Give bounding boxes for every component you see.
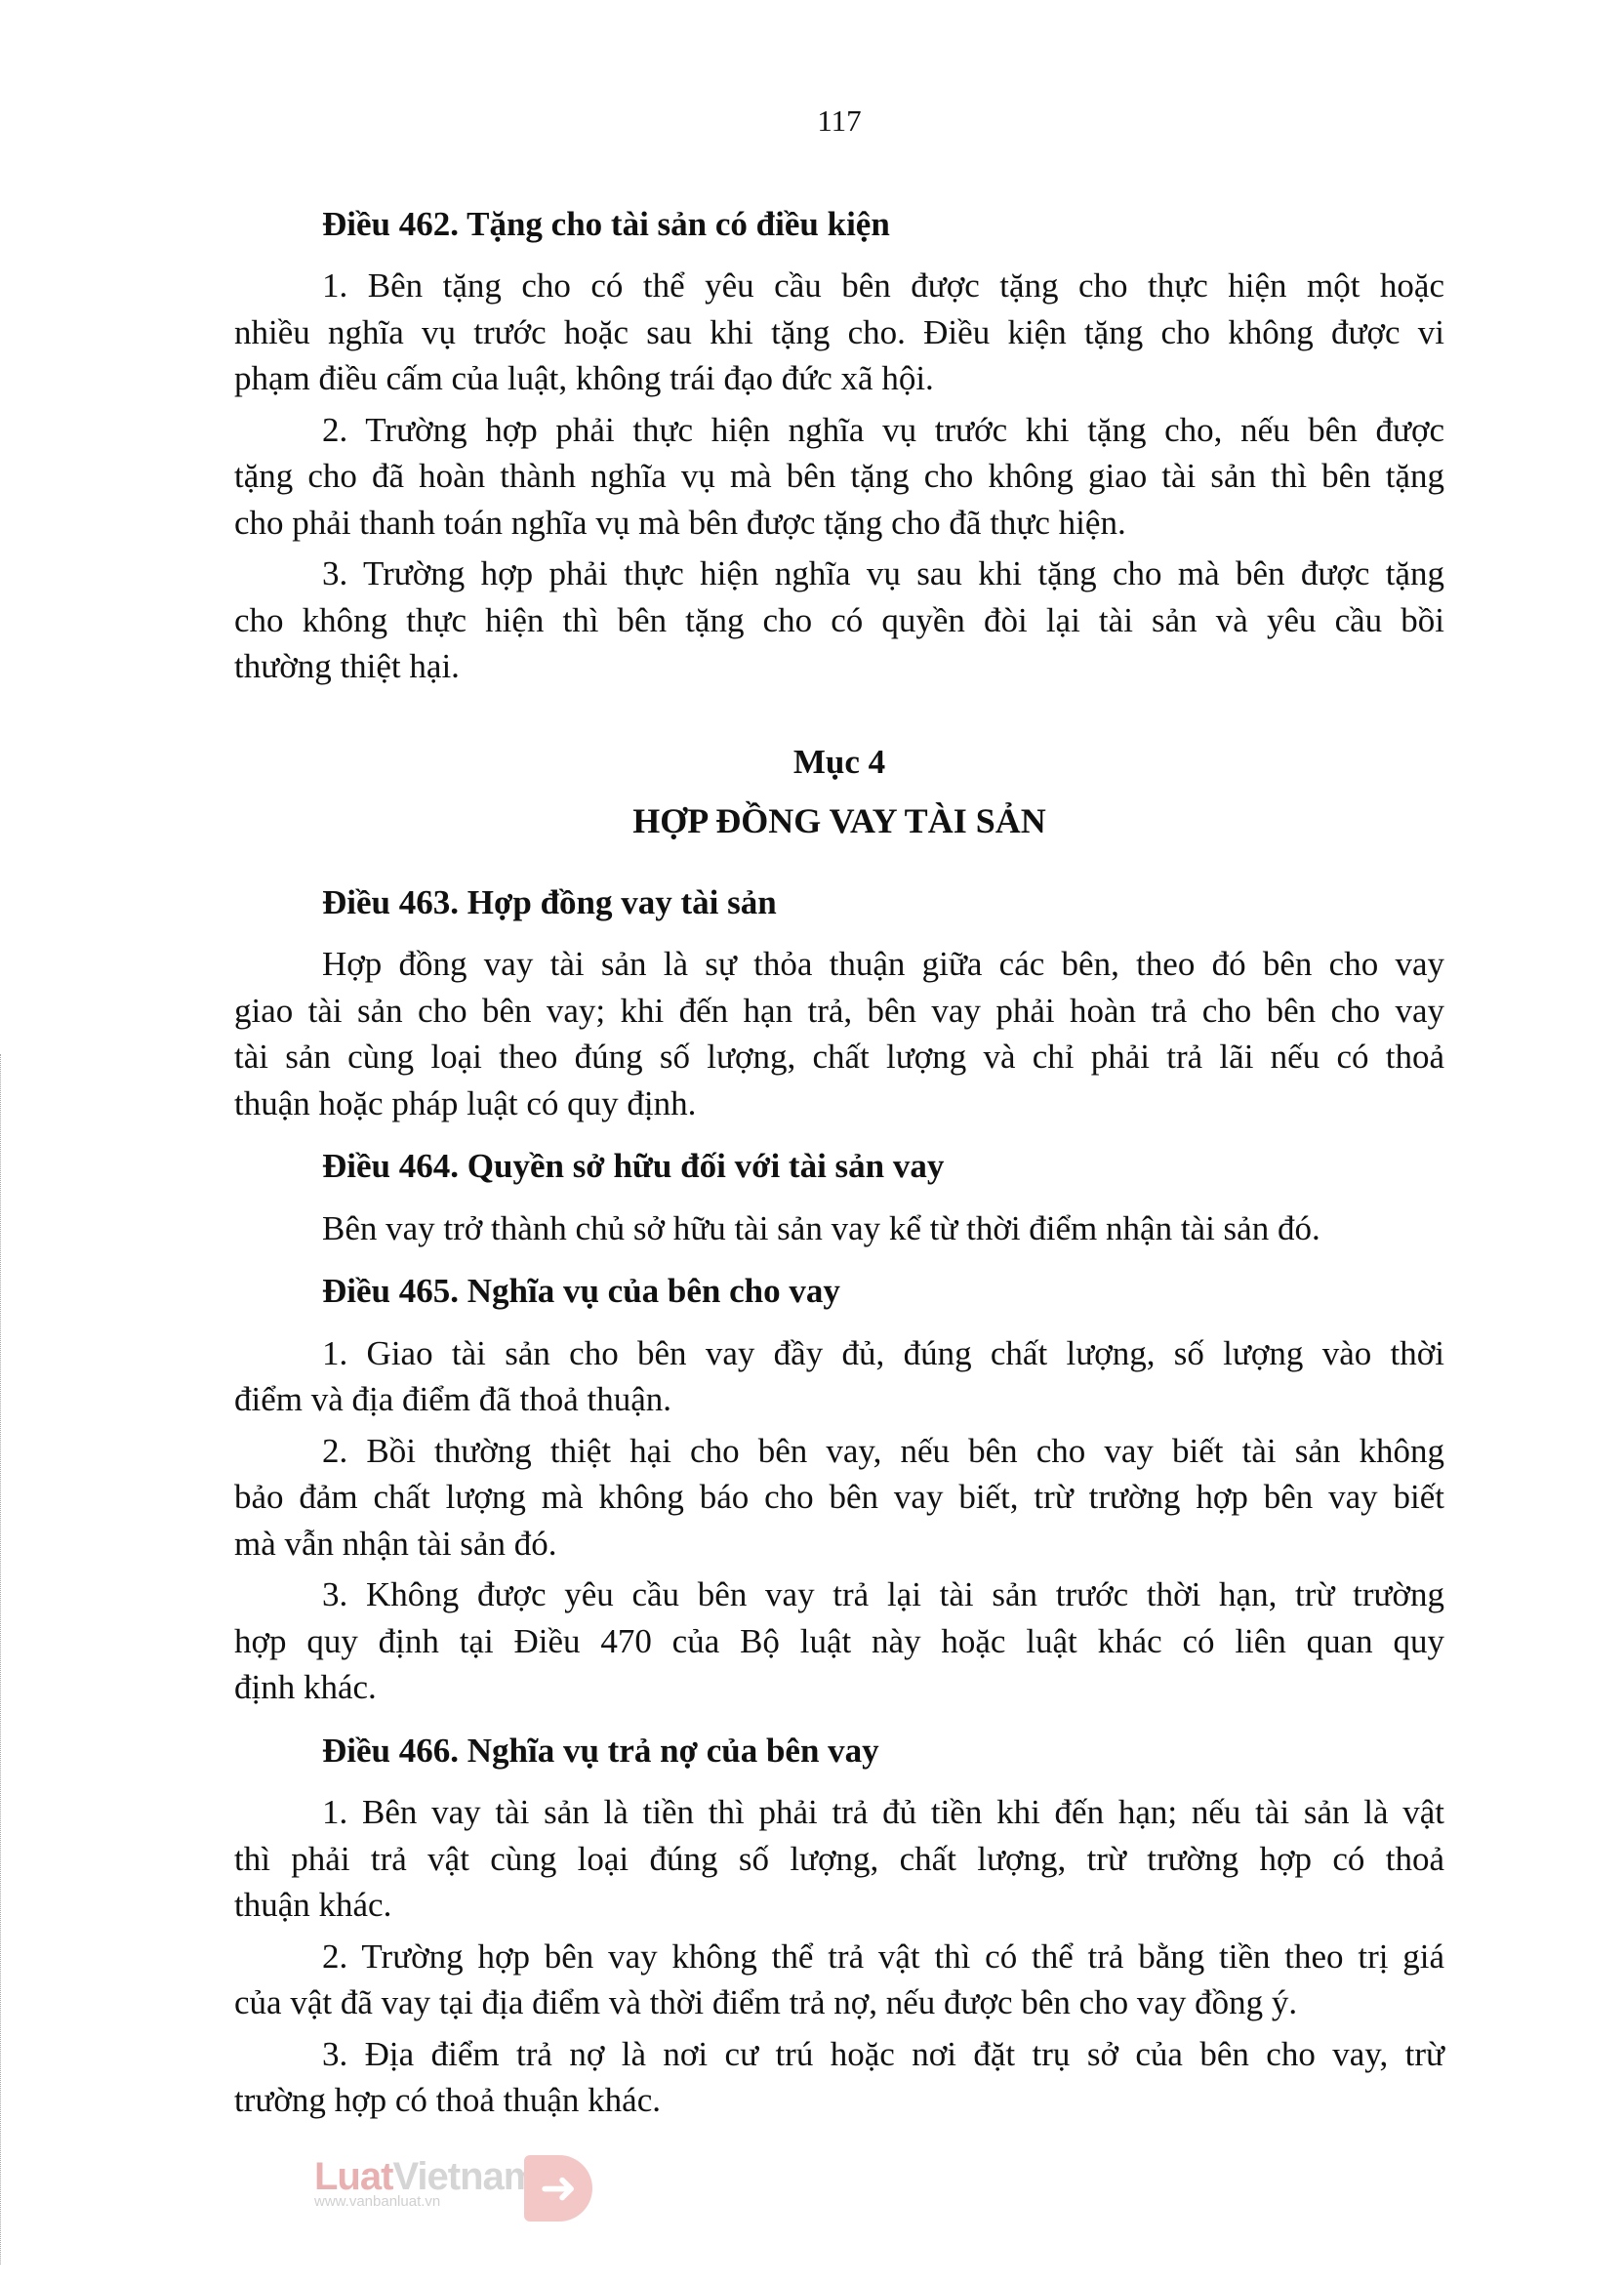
arrow-right-icon: ➜ bbox=[524, 2155, 592, 2222]
article-heading: Điều 466. Nghĩa vụ trả nợ của bên vay bbox=[322, 1731, 879, 1770]
document-page bbox=[234, 98, 1444, 2124]
paragraph-line: điểm và địa điểm đã thoả thuận. bbox=[234, 1380, 672, 1418]
paragraph-line: nhiều nghĩa vụ trước hoặc sau khi tặng cho. Điều kiện tặng cho không được vi bbox=[234, 312, 1444, 351]
paragraph-line: thì phải trả vật cùng loại đúng số lượng, chất lượng, trừ trường hợp có thoả bbox=[234, 1839, 1444, 1878]
paragraph-line: định khác. bbox=[234, 1668, 377, 1706]
paragraph-line: 3. Địa điểm trả nợ là nơi cư trú hoặc nơi đặt trụ sở của bên cho vay, trừ bbox=[322, 2034, 1444, 2073]
paragraph-line: thường thiệt hại. bbox=[234, 647, 460, 685]
paragraph-line: 1. Bên vay tài sản là tiền thì phải trả đủ tiền khi đến hạn; nếu tài sản là vật bbox=[322, 1793, 1444, 1831]
paragraph-line: trường hợp có thoả thuận khác. bbox=[234, 2081, 661, 2119]
paragraph-line: thuận khác. bbox=[234, 1886, 392, 1924]
paragraph-line: 2. Trường hợp phải thực hiện nghĩa vụ trước khi tặng cho, nếu bên được bbox=[322, 410, 1444, 449]
paragraph-line: 3. Không được yêu cầu bên vay trả lại tài sản trước thời hạn, trừ trường bbox=[322, 1575, 1444, 1613]
paragraph bbox=[234, 1428, 1444, 1568]
paragraph bbox=[234, 941, 1444, 1126]
article-heading: Điều 463. Hợp đồng vay tài sản bbox=[322, 882, 777, 921]
paragraph-line: của vật đã vay tại địa điểm và thời điểm trả nợ, nếu được bên cho vay đồng ý. bbox=[234, 1983, 1298, 2021]
section-title: HỢP ĐỒNG VAY TÀI SẢN bbox=[632, 801, 1046, 840]
paragraph-line: Hợp đồng vay tài sản là sự thỏa thuận giữa các bên, theo đó bên cho vay bbox=[322, 945, 1444, 983]
watermark-brand-a: Luat bbox=[314, 2155, 393, 2198]
article-heading: Điều 465. Nghĩa vụ của bên cho vay bbox=[322, 1272, 840, 1310]
luatvietnam-watermark bbox=[314, 2155, 607, 2233]
watermark-brand-b: Vietnam bbox=[392, 2155, 538, 2198]
page-number: 117 bbox=[817, 103, 862, 138]
section-label: Mục 4 bbox=[792, 742, 886, 781]
paragraph-line: cho không thực hiện thì bên tặng cho có quyền đòi lại tài sản và yêu cầu bồi bbox=[234, 600, 1444, 639]
paragraph-line: hợp quy định tại Điều 470 của Bộ luật này hoặc luật khác có liên quan quy bbox=[234, 1621, 1444, 1660]
paragraph bbox=[234, 550, 1444, 690]
article-heading: Điều 462. Tặng cho tài sản có điều kiện bbox=[322, 204, 890, 243]
paragraph bbox=[234, 2031, 1444, 2124]
article-heading: Điều 464. Quyền sở hữu đối với tài sản vay bbox=[322, 1147, 945, 1185]
paragraph bbox=[234, 1330, 1444, 1423]
paragraph-line: tặng cho đã hoàn thành nghĩa vụ mà bên tặng cho không giao tài sản thì bên tặng bbox=[234, 457, 1444, 495]
paragraph-line: 2. Bồi thường thiệt hại cho bên vay, nếu bên cho vay biết tài sản không bbox=[322, 1431, 1444, 1470]
paragraph bbox=[234, 1934, 1444, 2026]
paragraph bbox=[234, 263, 1444, 402]
scan-edge bbox=[0, 1054, 3, 2264]
paragraph-line: Bên vay trở thành chủ sở hữu tài sản vay kể từ thời điểm nhận tài sản đó. bbox=[322, 1208, 1320, 1247]
paragraph-line: phạm điều cấm của luật, không trái đạo đức xã hội. bbox=[234, 359, 934, 397]
paragraph-line: 1. Bên tặng cho có thể yêu cầu bên được tặng cho thực hiện một hoặc bbox=[322, 266, 1444, 305]
paragraph bbox=[234, 1789, 1444, 1929]
paragraph-line: bảo đảm chất lượng mà không báo cho bên vay biết, trừ trường hợp bên vay biết bbox=[234, 1478, 1444, 1516]
paragraph-line: tài sản cùng loại theo đúng số lượng, chất lượng và chỉ phải trả lãi nếu có thoả bbox=[234, 1038, 1444, 1076]
paragraph-line: giao tài sản cho bên vay; khi đến hạn trả, bên vay phải hoàn trả cho bên cho vay bbox=[234, 991, 1444, 1030]
paragraph-line: 1. Giao tài sản cho bên vay đầy đủ, đúng chất lượng, số lượng vào thời bbox=[322, 1333, 1444, 1372]
paragraph-line: cho phải thanh toán nghĩa vụ mà bên được tặng cho đã thực hiện. bbox=[234, 503, 1126, 542]
paragraph-line: 2. Trường hợp bên vay không thể trả vật thì có thể trả bằng tiền theo trị giá bbox=[322, 1936, 1444, 1976]
paragraph-line: thuận hoặc pháp luật có quy định. bbox=[234, 1083, 697, 1122]
paragraph-line: 3. Trường hợp phải thực hiện nghĩa vụ sau khi tặng cho mà bên được tặng bbox=[322, 554, 1444, 592]
document-content bbox=[234, 201, 1444, 2124]
paragraph-line: mà vẫn nhận tài sản đó. bbox=[234, 1524, 557, 1563]
paragraph bbox=[234, 1205, 1444, 1252]
watermark-url: www.vanbanluat.vn bbox=[314, 2193, 441, 2210]
paragraph bbox=[234, 407, 1444, 547]
paragraph bbox=[234, 1571, 1444, 1711]
